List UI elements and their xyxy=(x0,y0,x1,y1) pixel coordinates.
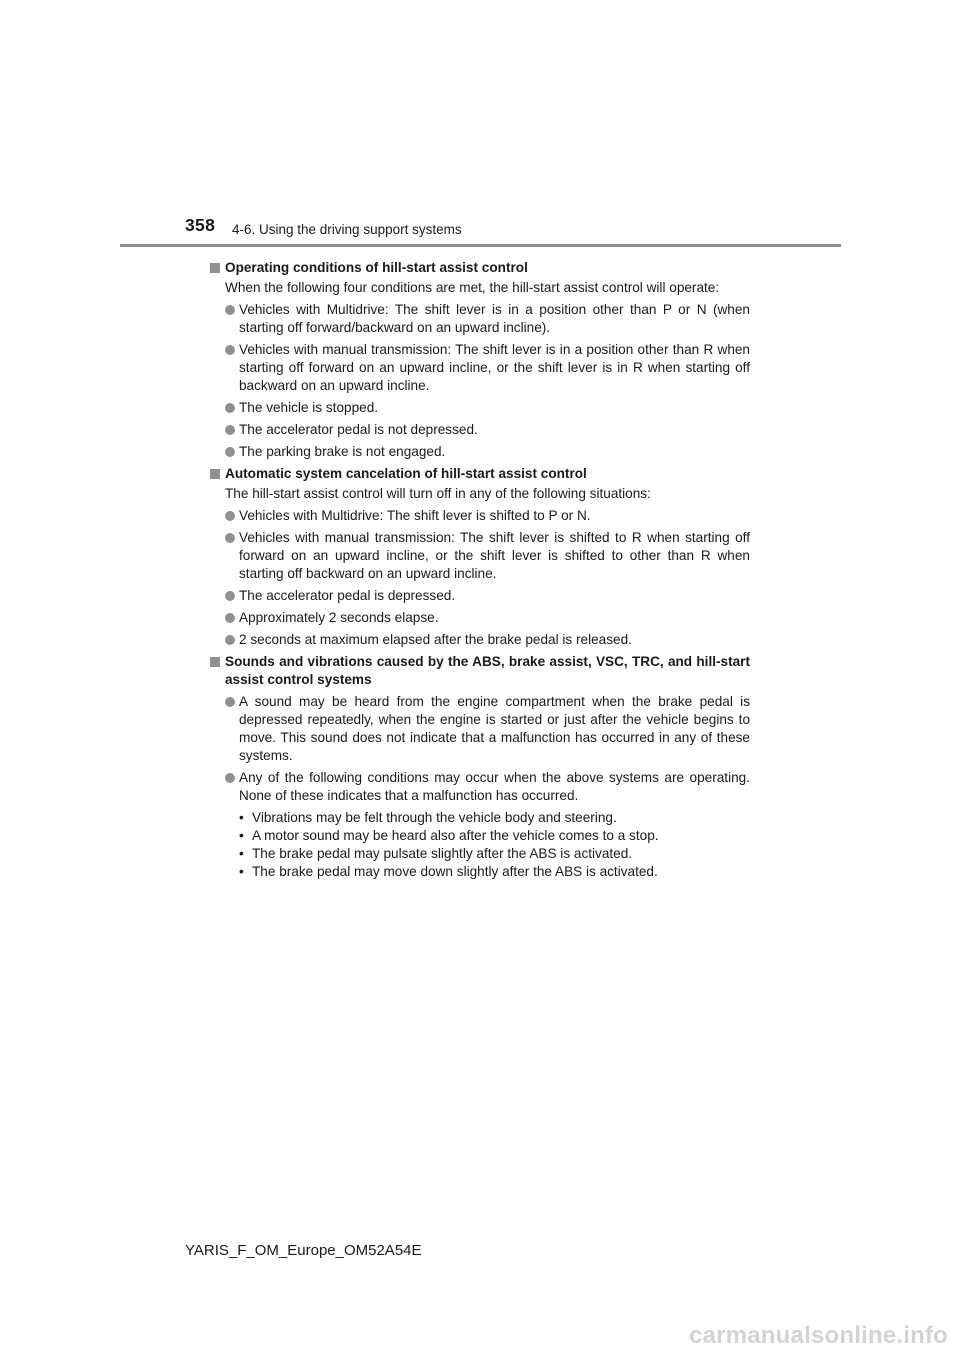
square-bullet-icon xyxy=(210,657,220,667)
list-item: Vehicles with Multidrive: The shift lever is in a position other than P or N (when starting off forward/backward on an upward incline). xyxy=(210,301,750,337)
list-item: Any of the following conditions may occur when the above systems are operating. None of these indicates that a malfunction has occurred. xyxy=(210,769,750,805)
page-header xyxy=(0,0,960,250)
small-dot-icon: • xyxy=(239,810,244,825)
square-bullet-icon xyxy=(210,263,220,273)
small-dot-icon: • xyxy=(239,846,244,861)
circle-bullet-icon xyxy=(225,403,235,413)
section-heading-automatic-cancelation: Automatic system cancelation of hill-start assist control xyxy=(210,465,750,483)
list-item: The accelerator pedal is depressed. xyxy=(210,587,750,605)
sub-list xyxy=(210,809,750,881)
circle-bullet-icon xyxy=(225,345,235,355)
list-item: 2 seconds at maximum elapsed after the brake pedal is released. xyxy=(210,631,750,649)
circle-bullet-icon xyxy=(225,613,235,623)
list-item: Vehicles with manual transmission: The shift lever is shifted to R when starting off forward on an upward incline, or the shift lever is shifted to other than R when starting off backward on an upward incline. xyxy=(210,529,750,583)
watermark-text: carmanualsonline.info xyxy=(689,1322,948,1349)
document-id: YARIS_F_OM_Europe_OM52A54E xyxy=(185,1242,422,1259)
list-item: Vehicles with Multidrive: The shift lever is shifted to P or N. xyxy=(210,507,750,525)
circle-bullet-icon xyxy=(225,425,235,435)
circle-bullet-icon xyxy=(225,447,235,457)
list-item: Approximately 2 seconds elapse. xyxy=(210,609,750,627)
list-item: The parking brake is not engaged. xyxy=(210,443,750,461)
section-heading-operating-conditions: Operating conditions of hill-start assist control xyxy=(210,259,750,277)
sub-list-item: • Vibrations may be felt through the vehicle body and steering. xyxy=(239,810,617,825)
page-content xyxy=(210,255,750,881)
circle-bullet-icon xyxy=(225,591,235,601)
section-heading-sounds-vibrations: Sounds and vibrations caused by the ABS, brake assist, VSC, TRC, and hill-start assist control systems xyxy=(210,653,750,689)
list-item: The accelerator pedal is not depressed. xyxy=(210,421,750,439)
list-item: The vehicle is stopped. xyxy=(210,399,750,417)
small-dot-icon: • xyxy=(239,864,244,879)
header-divider xyxy=(120,244,841,247)
page-number: 358 xyxy=(185,215,216,235)
circle-bullet-icon xyxy=(225,773,235,783)
square-bullet-icon xyxy=(210,469,220,479)
section-intro: When the following four conditions are met, the hill-start assist control will operate: xyxy=(225,280,720,295)
section-title: 4-6. Using the driving support systems xyxy=(232,222,462,237)
small-dot-icon: • xyxy=(239,828,244,843)
section-intro: The hill-start assist control will turn off in any of the following situations: xyxy=(225,486,651,501)
list-item: Vehicles with manual transmission: The shift lever is in a position other than R when starting off forward on an upward incline, or the shift lever is in R when starting off backward on an upward incline. xyxy=(210,341,750,395)
list-item: A sound may be heard from the engine compartment when the brake pedal is depressed repeatedly, when the engine is started or just after the vehicle begins to move. This sound does not indicate that a malfunction has occurred in any of these systems. xyxy=(210,693,750,765)
circle-bullet-icon xyxy=(225,533,235,543)
sub-list-item: • The brake pedal may move down slightly after the ABS is activated. xyxy=(239,864,658,879)
circle-bullet-icon xyxy=(225,697,235,707)
sub-list-item: • The brake pedal may pulsate slightly after the ABS is activated. xyxy=(239,846,633,861)
circle-bullet-icon xyxy=(225,511,235,521)
circle-bullet-icon xyxy=(225,305,235,315)
sub-list-item: • A motor sound may be heard also after the vehicle comes to a stop. xyxy=(239,828,659,843)
circle-bullet-icon xyxy=(225,635,235,645)
